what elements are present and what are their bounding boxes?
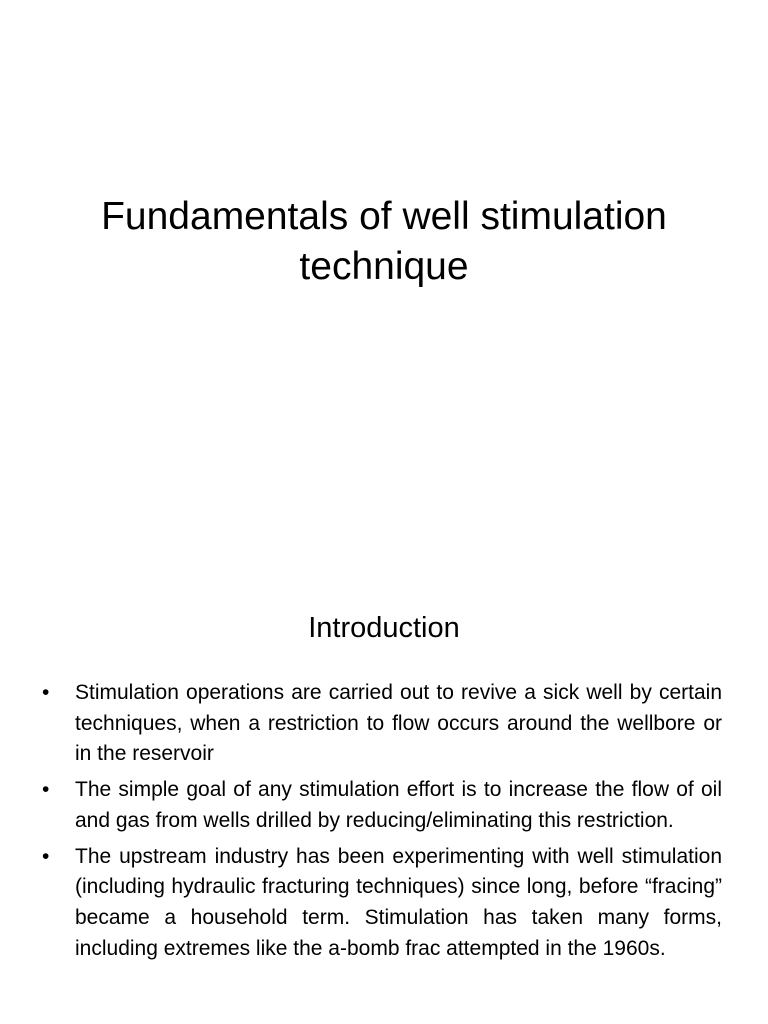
bullet-item bbox=[40, 842, 722, 965]
bullet-item bbox=[40, 678, 722, 770]
bullet-icon: • bbox=[42, 778, 50, 802]
bullet-icon: • bbox=[42, 844, 50, 868]
slide-title: Fundamentals of well stimulation technique bbox=[101, 195, 667, 288]
bullet-item bbox=[40, 775, 722, 836]
bullet-list bbox=[40, 678, 722, 969]
introduction-slide bbox=[0, 576, 768, 1024]
bullet-text: The upstream industry has been experimenting with well stimulation (including hydraulic fracturing techniques) since long, before “fracing” became a household term. Stimulation has taken many forms, including extremes like the a-bomb frac attempted in the 1960s. bbox=[75, 844, 722, 960]
bullet-text: Stimulation operations are carried out to revive a sick well by certain techniques, when a restriction to flow occurs around the wellbore or in the reservoir bbox=[75, 681, 722, 766]
introduction-heading: Introduction bbox=[308, 612, 460, 644]
bullet-text: The simple goal of any stimulation effort is to increase the flow of oil and gas from wells drilled by reducing/eliminating this restriction. bbox=[75, 778, 722, 832]
bullet-icon: • bbox=[42, 681, 50, 704]
